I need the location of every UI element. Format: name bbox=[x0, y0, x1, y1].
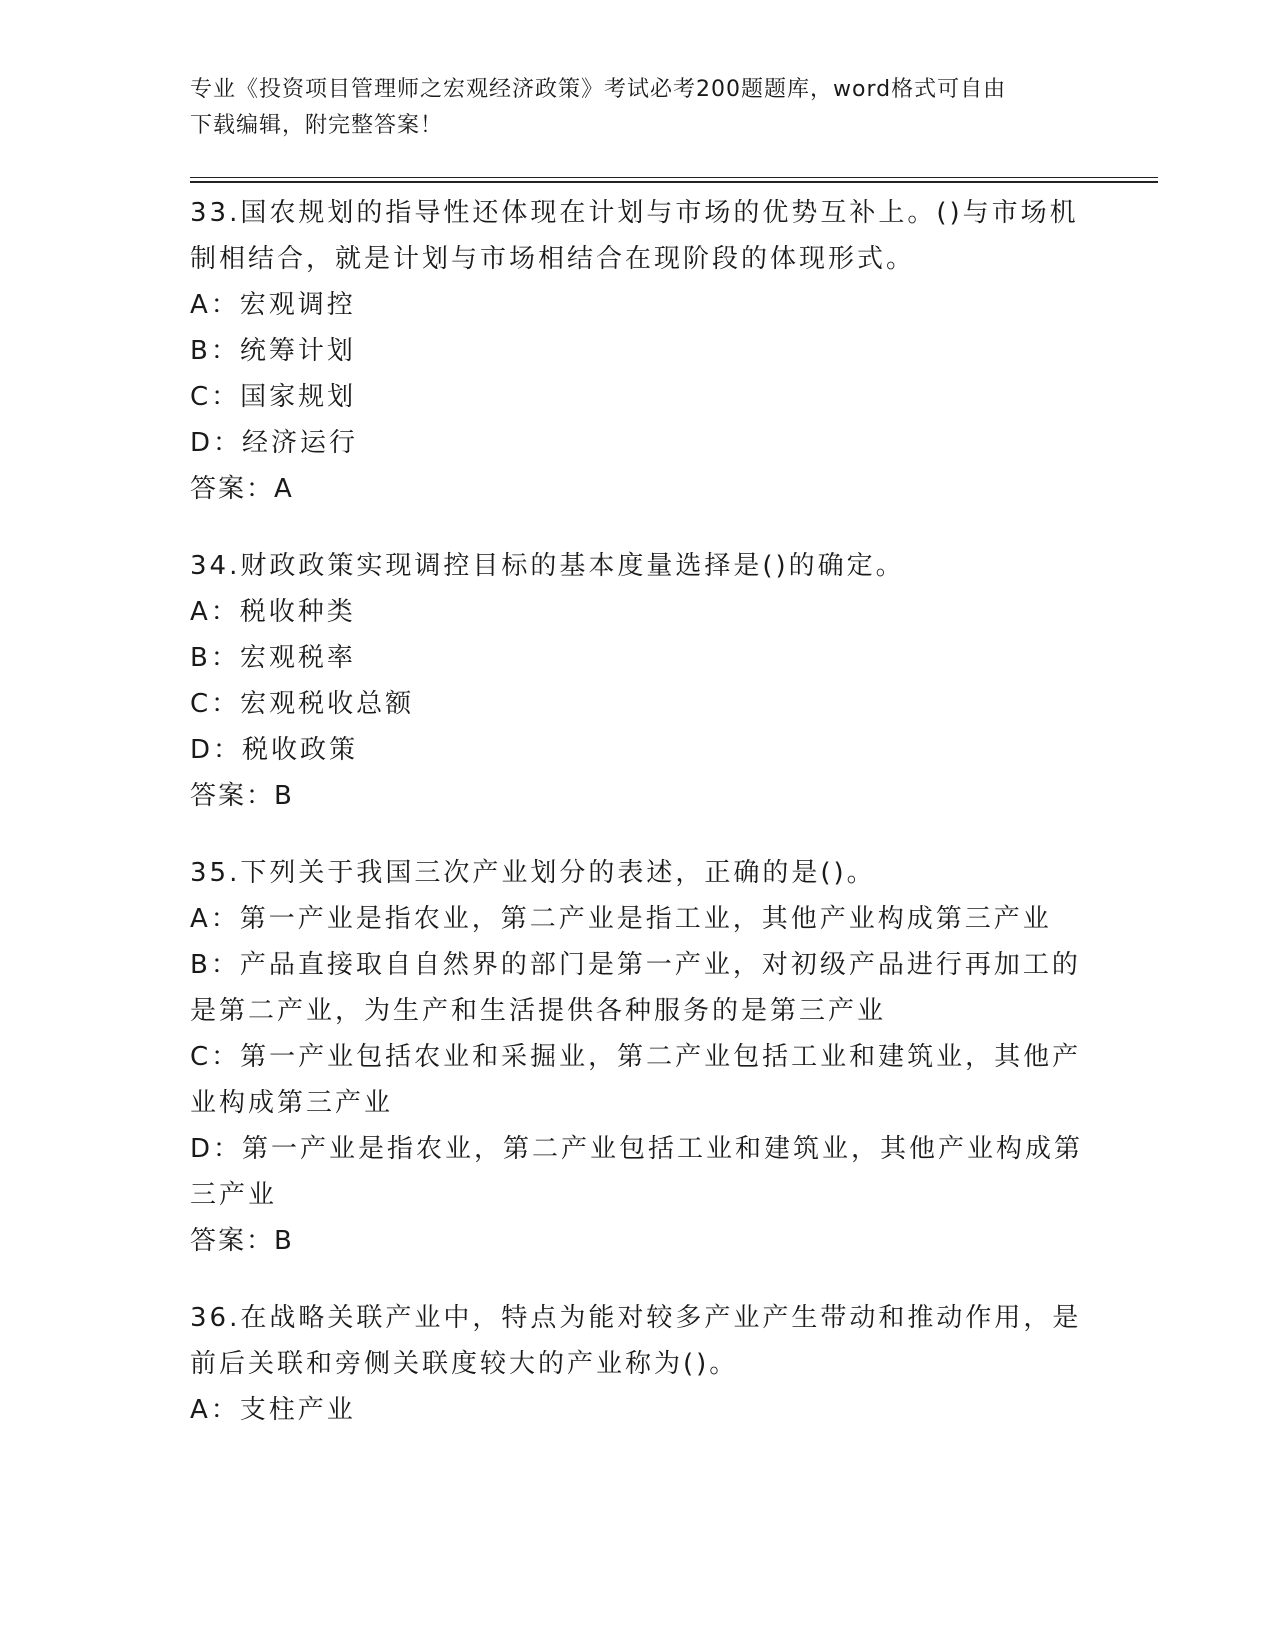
option-d: D：税收政策 bbox=[190, 735, 359, 765]
option-d: D：经济运行 bbox=[190, 428, 359, 458]
question-list bbox=[190, 190, 1090, 1464]
header-line-2: 下载编辑，附完整答案！ bbox=[190, 113, 444, 138]
option-b-continued: 是第二产业，为生产和生活提供各种服务的是第三产业 bbox=[190, 996, 887, 1026]
question-stem: 33.国农规划的指导性还体现在计划与市场的优势互补上。()与市场机 bbox=[190, 198, 1079, 228]
header-rule-thin bbox=[190, 177, 1158, 178]
option-a: A：税收种类 bbox=[190, 597, 356, 627]
option-a: A：支柱产业 bbox=[190, 1395, 356, 1425]
question-stem: 34.财政政策实现调控目标的基本度量选择是()的确定。 bbox=[190, 551, 905, 581]
option-d: D：第一产业是指农业，第二产业包括工业和建筑业，其他产业构成第 bbox=[190, 1134, 1084, 1164]
option-c-continued: 业构成第三产业 bbox=[190, 1088, 394, 1118]
question-35 bbox=[190, 850, 1090, 1264]
option-b: B：宏观税率 bbox=[190, 643, 356, 673]
option-a: A：第一产业是指农业，第二产业是指工业，其他产业构成第三产业 bbox=[190, 904, 1052, 934]
answer: 答案：B bbox=[190, 781, 294, 811]
option-c: C：宏观税收总额 bbox=[190, 689, 415, 719]
option-c: C：国家规划 bbox=[190, 382, 357, 412]
question-stem: 35.下列关于我国三次产业划分的表述，正确的是()。 bbox=[190, 858, 876, 888]
question-stem: 36.在战略关联产业中，特点为能对较多产业产生带动和推动作用，是 bbox=[190, 1303, 1082, 1333]
option-b: B：产品直接取自自然界的部门是第一产业，对初级产品进行再加工的 bbox=[190, 950, 1081, 980]
question-36 bbox=[190, 1295, 1090, 1433]
option-c: C：第一产业包括农业和采掘业，第二产业包括工业和建筑业，其他产 bbox=[190, 1042, 1082, 1072]
answer: 答案：B bbox=[190, 1226, 294, 1256]
header-rule-thick bbox=[190, 181, 1158, 183]
option-a: A：宏观调控 bbox=[190, 290, 356, 320]
option-d-continued: 三产业 bbox=[190, 1180, 278, 1210]
question-stem: 制相结合，就是计划与市场相结合在现阶段的体现形式。 bbox=[190, 244, 916, 274]
answer: 答案：A bbox=[190, 474, 294, 504]
question-33 bbox=[190, 190, 1090, 512]
document-header bbox=[190, 72, 1090, 144]
question-34 bbox=[190, 543, 1090, 819]
question-stem: 前后关联和旁侧关联度较大的产业称为()。 bbox=[190, 1349, 739, 1379]
header-line-1: 专业《投资项目管理师之宏观经济政策》考试必考200题题库，word格式可自由 bbox=[190, 77, 1007, 102]
option-b: B：统筹计划 bbox=[190, 336, 356, 366]
